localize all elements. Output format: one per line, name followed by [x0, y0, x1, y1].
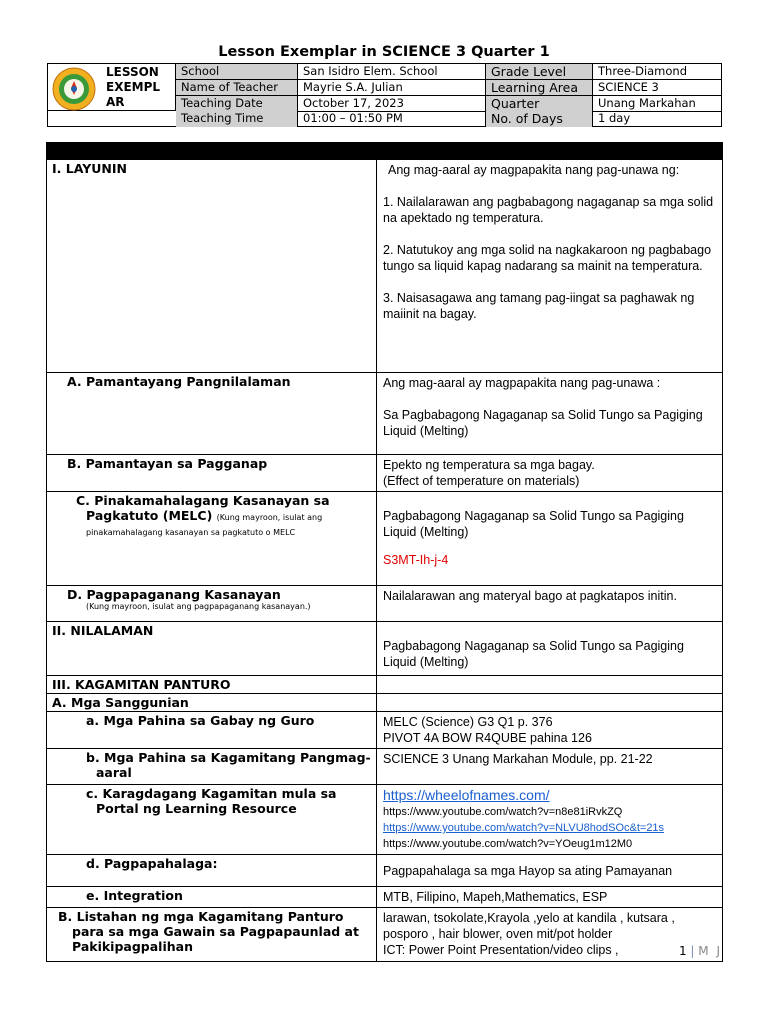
layunin-objective-3: 3. Naisasagawa ang tamang pag-iingat sa paghawak ng maiinit na bagay.: [383, 291, 695, 321]
layunin-intro: Ang mag-aaral ay magpapakita nang pag-unawa ng:: [388, 163, 680, 177]
row-pagpapaganang-kasanayan: [47, 586, 723, 622]
grade-level-value: Three-Diamond: [598, 64, 688, 78]
teaching-date-label: Teaching Date: [176, 96, 298, 111]
row-karagdagang-kagamitan: [47, 785, 723, 855]
table-header-bar: [47, 143, 723, 160]
row-pamantayan-sa-pagganap: [47, 455, 723, 492]
listahan-line-2: posporo , hair blower, oven mit/pot holder: [383, 927, 613, 941]
pangmag-aaral-label: b. Mga Pahina sa Kagamitang Pangmag-aaral: [86, 750, 371, 780]
school-label: School: [176, 64, 298, 79]
quarter-label: Quarter: [486, 96, 593, 111]
integration-text: MTB, Filipino, Mapeh,Mathematics, ESP: [377, 887, 723, 908]
header-table: [47, 63, 722, 127]
row-melc: [47, 492, 723, 586]
nilalaman-label: II. NILALAMAN: [47, 622, 377, 676]
melc-note: (Kung mayroon, isulat ang pinakamahalagang kasanayan sa pagkatuto o MELC: [86, 513, 323, 537]
row-listahan-kagamitan: [47, 908, 723, 962]
pagpapahalaga-label: d. Pagpapahalaga:: [86, 856, 218, 871]
nilalaman-text: Pagbabagong Nagaganap sa Solid Tungo sa Pagiging Liquid (Melting): [383, 639, 684, 669]
document-title: Lesson Exemplar in SCIENCE 3 Quarter 1: [218, 44, 550, 60]
listahan-label: B. Listahan ng mga Kagamitang Panturo para sa mga Gawain sa Pagpapaunlad at Pakikipagpalihan: [58, 909, 359, 954]
teacher-label: Name of Teacher: [176, 80, 298, 95]
grade-level-label: Grade Level: [486, 64, 593, 79]
row-gabay-ng-guro: [47, 712, 723, 749]
row-nilalaman: [47, 622, 723, 676]
pamantayan-line-1: Epekto ng temperatura sa mga bagay.: [383, 458, 595, 472]
layunin-content: [377, 160, 723, 373]
row-kagamitan-panturo: [47, 676, 723, 694]
listahan-line-1: larawan, tsokolate,Krayola ,yelo at kandila , kutsara ,: [383, 911, 675, 925]
school-value: San Isidro Elem. School: [298, 64, 486, 79]
header-row-time: [176, 111, 721, 127]
pagpapaganang-text: Nailalarawan ang materyal bago at pagkatapos initin.: [377, 586, 723, 622]
melc-label: C. Pinakamahalagang Kasanayan sa Pagkatuto (MELC): [76, 493, 330, 523]
integration-label: e. Integration: [86, 888, 183, 903]
row-pamantayang-pangnilalaman: [47, 373, 723, 455]
kagamitan-label: III. KAGAMITAN PANTURO: [47, 676, 377, 694]
pamantayan-pagganap-label: B. Pamantayan sa Pagganap: [67, 456, 268, 471]
pamantayang-line-2: Sa Pagbabagong Nagaganap sa Solid Tungo sa Pagiging Liquid (Melting): [383, 408, 703, 438]
teacher-value: Mayrie S.A. Julian: [298, 80, 486, 95]
gabay-label: a. Mga Pahina sa Gabay ng Guro: [86, 713, 315, 728]
row-pagpapahalaga: [47, 855, 723, 887]
pangmag-aaral-text: SCIENCE 3 Unang Markahan Module, pp. 21-22: [377, 749, 723, 785]
footer-separator: |: [690, 944, 695, 958]
layunin-objective-2: 2. Natutukoy ang mga solid na nagkakaroon ng pagbabago tungo sa liquid kapag nadarang sa mainit na temperatura.: [383, 243, 712, 273]
link-wheelofnames[interactable]: https://wheelofnames.com/: [383, 787, 550, 803]
lesson-plan-table: [46, 142, 723, 962]
row-mga-sanggunian: [47, 694, 723, 712]
learning-area-value: SCIENCE 3: [598, 80, 659, 94]
row-kagamitang-pangmag-aaral: [47, 749, 723, 785]
link-youtube-1[interactable]: https://www.youtube.com/watch?v=n8e81iRvkZQ: [383, 806, 623, 818]
teaching-date-value: October 17, 2023: [298, 96, 486, 111]
pamantayang-pangnilalaman-label: A. Pamantayang Pangnilalaman: [67, 374, 291, 389]
layunin-label: I. LAYUNIN: [47, 160, 377, 373]
pagpapahalaga-text: Pagpapahalaga sa mga Hayop sa ating Pamayanan: [377, 855, 723, 887]
lesson-exemplar-label: LESSON EXEMPL AR: [106, 65, 161, 109]
listahan-line-3: ICT: Power Point Presentation/video clips ,: [383, 943, 619, 957]
header-row-date: [176, 96, 721, 112]
link-youtube-3[interactable]: https://www.youtube.com/watch?v=YOeug1m12M0: [383, 838, 633, 850]
pamantayan-line-2: (Effect of temperature on materials): [383, 474, 580, 488]
logo-cell: [48, 64, 176, 111]
page-footer: [679, 944, 722, 958]
karagdagang-label: c. Karagdagang Kagamitan mula sa Portal ng Learning Resource: [86, 786, 337, 816]
header-row-teacher: [176, 80, 721, 96]
pagpapaganang-label: D. Pagpapaganang Kasanayan: [67, 587, 281, 602]
footer-initials: M J: [698, 944, 722, 958]
melc-code: S3MT-Ih-j-4: [383, 553, 449, 567]
page-number: 1: [678, 944, 687, 958]
teaching-time-value: 01:00 – 01:50 PM: [298, 111, 486, 127]
gabay-line-1: MELC (Science) G3 Q1 p. 376: [383, 715, 553, 729]
pagpapaganang-note: (Kung mayroon, isulat ang pagpapaganang kasanayan.): [86, 602, 311, 611]
learning-area-label: Learning Area: [486, 80, 593, 95]
days-label: No. of Days: [486, 111, 593, 127]
gabay-line-2: PIVOT 4A BOW R4QUBE pahina 126: [383, 731, 592, 745]
melc-text: Pagbabagong Nagaganap sa Solid Tungo sa Pagiging Liquid (Melting): [383, 509, 684, 539]
sanggunian-label: A. Mga Sanggunian: [47, 694, 377, 712]
quarter-value: Unang Markahan: [598, 96, 696, 110]
header-row-school: [176, 64, 721, 80]
pamantayang-line-1: Ang mag-aaral ay magpapakita nang pag-unawa :: [383, 376, 661, 390]
row-layunin: [47, 160, 723, 373]
days-value: 1 day: [598, 111, 631, 125]
teaching-time-label: Teaching Time: [176, 111, 298, 127]
school-seal-logo: [52, 67, 96, 111]
layunin-objective-1: 1. Nailalarawan ang pagbabagong nagaganap sa mga solid na apektado ng temperatura.: [383, 195, 714, 225]
link-youtube-2[interactable]: https://www.youtube.com/watch?v=NLVU8hodSOc&t=21s: [383, 822, 665, 834]
row-integration: [47, 887, 723, 908]
